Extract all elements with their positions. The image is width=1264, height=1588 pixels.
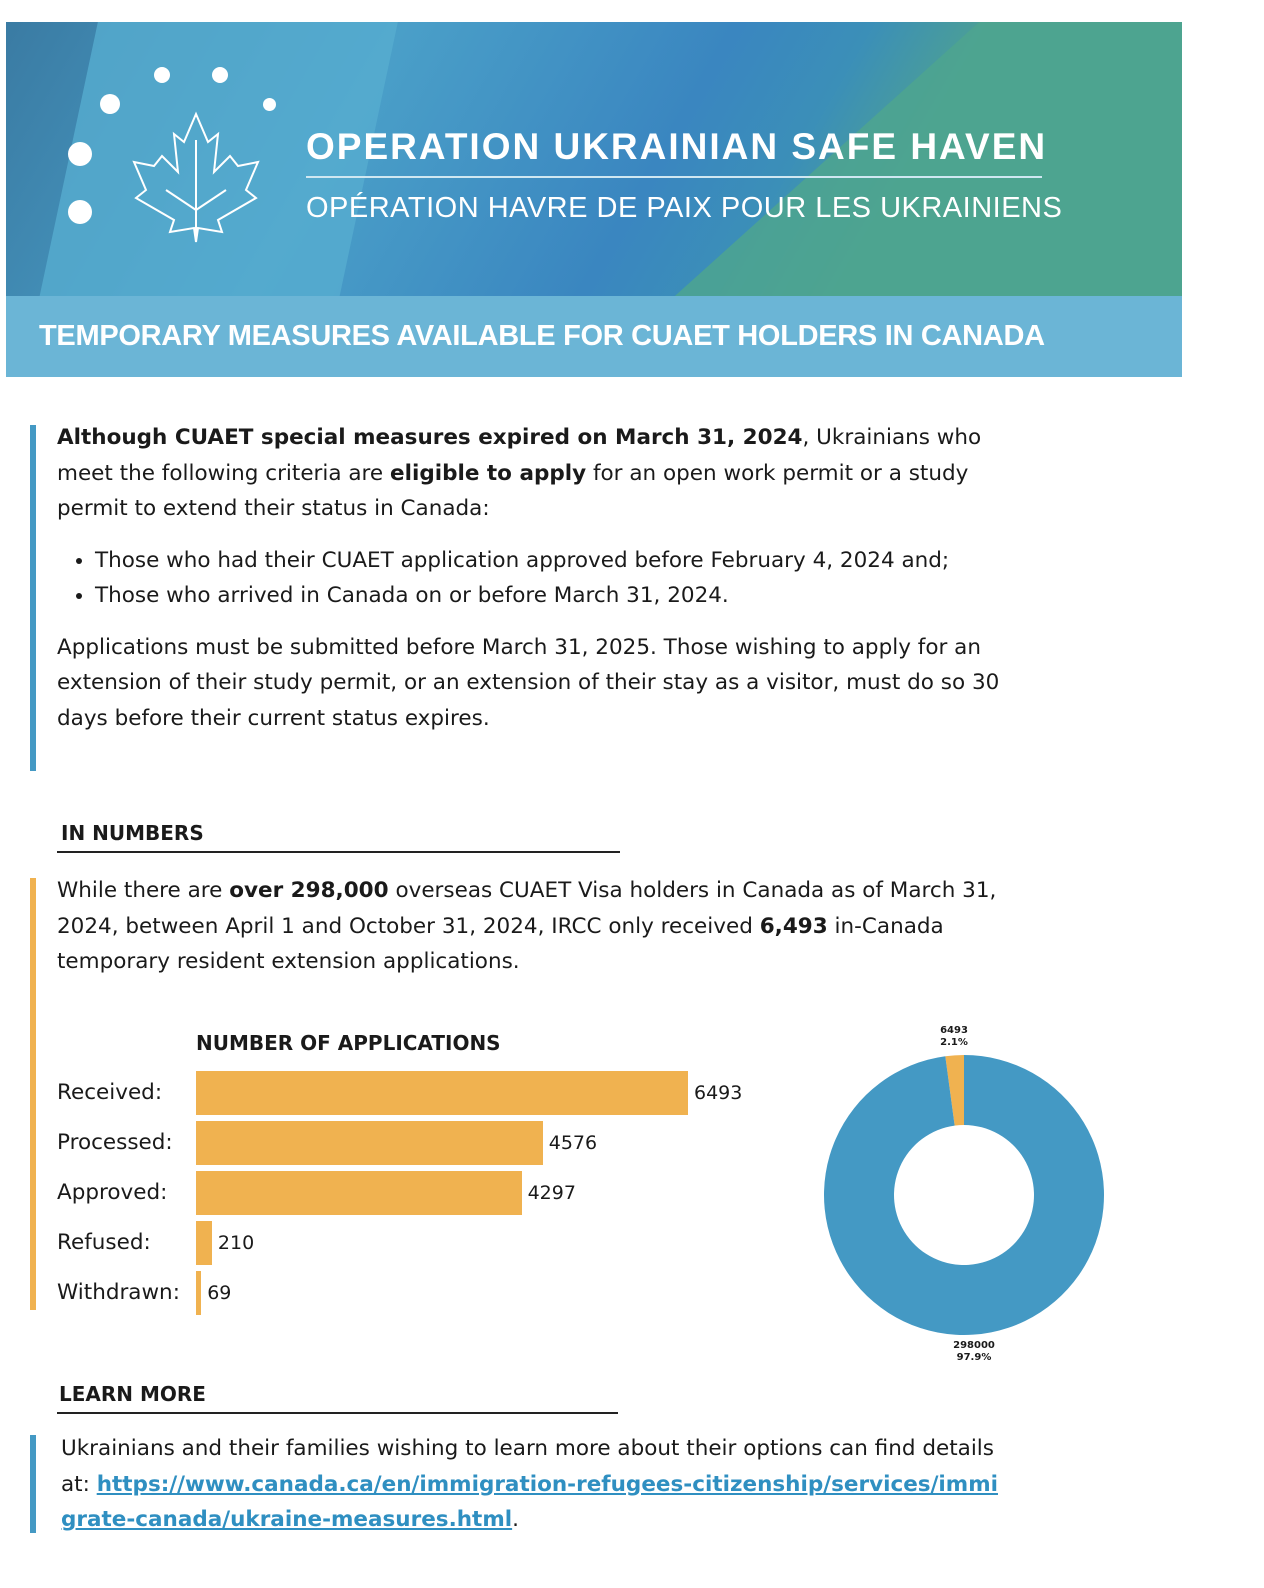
bar-value-label: 210 (217, 1232, 255, 1254)
divider (306, 176, 1042, 178)
dot-icon (212, 67, 228, 83)
slice-pct: 2.1% (940, 1037, 968, 1048)
bar-value-label: 4297 (527, 1182, 576, 1204)
bar-category-label: Approved: (57, 1180, 168, 1205)
slice-value: 298000 (953, 1340, 995, 1351)
deadline-text: Applications must be submitted before March 31, 2025. Those wishing to apply for an extension of their study permit, or an extension of their stay as a visitor, must do so 30 days before their current status expires. (57, 634, 1000, 731)
bar-category-label: Refused: (57, 1230, 151, 1255)
text: Ukrainians and their families wishing to learn more about their options can find details at: (61, 1436, 994, 1497)
title-en: OPERATION UKRAINIAN SAFE HAVEN (306, 126, 1048, 167)
maple-leaf-icon (126, 110, 266, 245)
bar (196, 1271, 201, 1315)
title-fr: OPÉRATION HAVRE DE PAIX POUR LES UKRAINIENS (306, 192, 1063, 224)
chart-title: NUMBER OF APPLICATIONS (196, 1031, 501, 1055)
dot-icon (68, 200, 92, 224)
text: While there are (57, 878, 230, 903)
dot-icon (154, 67, 170, 83)
bar-value-label: 4576 (548, 1132, 598, 1154)
donut-slice (945, 1055, 964, 1126)
bar (196, 1071, 688, 1115)
intro-section (57, 420, 1017, 736)
divider (57, 1412, 618, 1414)
bar-category-label: Withdrawn: (57, 1280, 180, 1305)
bold: 6,493 (759, 913, 828, 939)
donut-slice (824, 1055, 1104, 1335)
text: . (512, 1507, 519, 1532)
intro-text-1: , Ukrainians who meet the following criteria are (57, 425, 982, 486)
list-item: • Those who arrived in Canada on or before March 31, 2024. (95, 578, 1017, 614)
section-heading: LEARN MORE (59, 1382, 206, 1406)
intro-text (57, 420, 1017, 527)
bar (196, 1171, 522, 1215)
bar-category-label: Processed: (57, 1130, 173, 1155)
slice-label (939, 1340, 1009, 1364)
bar-value-label: 69 (207, 1282, 232, 1304)
section-heading: IN NUMBERS (61, 821, 204, 845)
intro-text-2: for an open work permit or a study permit to extend their status in Canada: (57, 460, 969, 521)
bar-value-label: 6493 (694, 1082, 743, 1104)
dot-icon (100, 94, 120, 114)
slice-value: 6493 (940, 1025, 968, 1036)
bar-category-label: Received: (57, 1080, 163, 1105)
learn-text (61, 1431, 1001, 1538)
bold: over 298,000 (229, 878, 389, 903)
slice-label (924, 1025, 984, 1049)
bar (196, 1221, 212, 1265)
dot-icon (68, 142, 92, 166)
criteria-list (57, 543, 1017, 614)
bar (196, 1121, 543, 1165)
accent-border (30, 878, 36, 1310)
slice-pct: 97.9% (956, 1352, 992, 1363)
accent-border (30, 425, 36, 771)
text: in-Canada temporary resident extension applications. (57, 913, 944, 974)
banner (6, 22, 1182, 296)
list-item: • Those who had their CUAET application approved before February 4, 2024 and; (95, 543, 1017, 579)
text: overseas CUAET Visa holders in Canada as of March 31, 2024, between April 1 and October 31, 2024, IRCC only received (57, 878, 997, 939)
intro-bold: eligible to apply (390, 460, 587, 486)
subtitle-bar (6, 296, 1182, 377)
divider (57, 851, 620, 853)
numbers-text (57, 873, 1007, 980)
accent-border (30, 1435, 36, 1533)
ukraine-measures-link[interactable]: https://www.canada.ca/en/immigration-refugees-citizenship/services/immigrate-canada/ukraine-measures.html (61, 1471, 998, 1532)
intro-bold: Although CUAET special measures expired on March 31, 2024 (57, 425, 803, 450)
subtitle: TEMPORARY MEASURES AVAILABLE FOR CUAET HOLDERS IN CANADA (39, 320, 1045, 352)
